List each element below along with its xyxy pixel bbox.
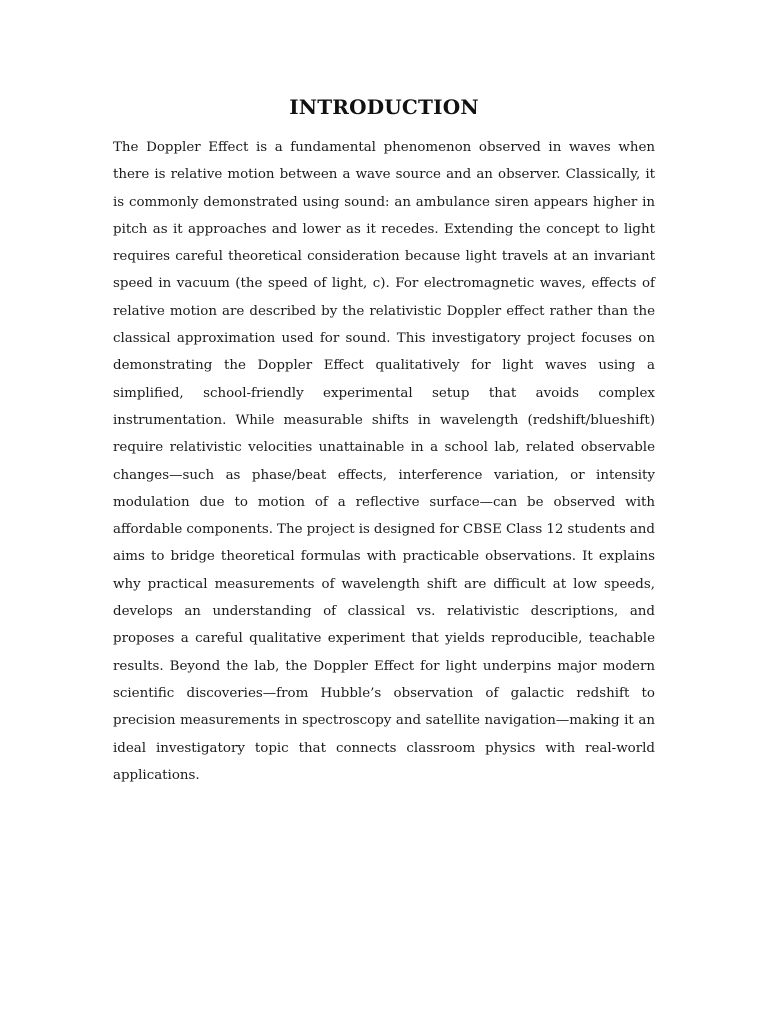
introduction-paragraph: The Doppler Effect is a fundamental phenomenon observed in waves when there is relative motion between a wave source and an observer. Classically, it is commonly demonstrated using sound: an ambulance siren appears higher in pitch as it approaches and lower as it recedes. Extending the concept to light requires careful theoretical consideration because light travels at an invariant speed in vacuum (the speed of light, c). For electromagnetic waves, effects of relative motion are described by the relativistic Doppler effect rather than the classical approximation used for sound. This investigatory project focuses on demonstrating the Doppler Effect qualitatively for light waves using a simplified, school-friendly experimental setup that avoids complex instrumentation. While measurable shifts in wavelength (redshift/blueshift) require relativistic velocities unattainable in a school lab, related observable changes—such as phase/beat effects, interference variation, or intensity modulation due to motion of a reflective surface—can be observed with affordable components. The project is designed for CBSE Class 12 students and aims to bridge theoretical formulas with practicable observations. It explains why practical measurements of wavelength shift are difficult at low speeds, develops an understanding of classical vs. relativistic descriptions, and proposes a careful qualitative experiment that yields reproducible, teachable results. Beyond the lab, the Doppler Effect for light underpins major modern scientific discoveries—from Hubble’s observation of galactic redshift to precision measurements in spectroscopy and satellite navigation—making it an ideal investigatory topic that connects classroom physics with real-world applications. (113, 140, 655, 783)
page-heading: INTRODUCTION (289, 95, 479, 119)
